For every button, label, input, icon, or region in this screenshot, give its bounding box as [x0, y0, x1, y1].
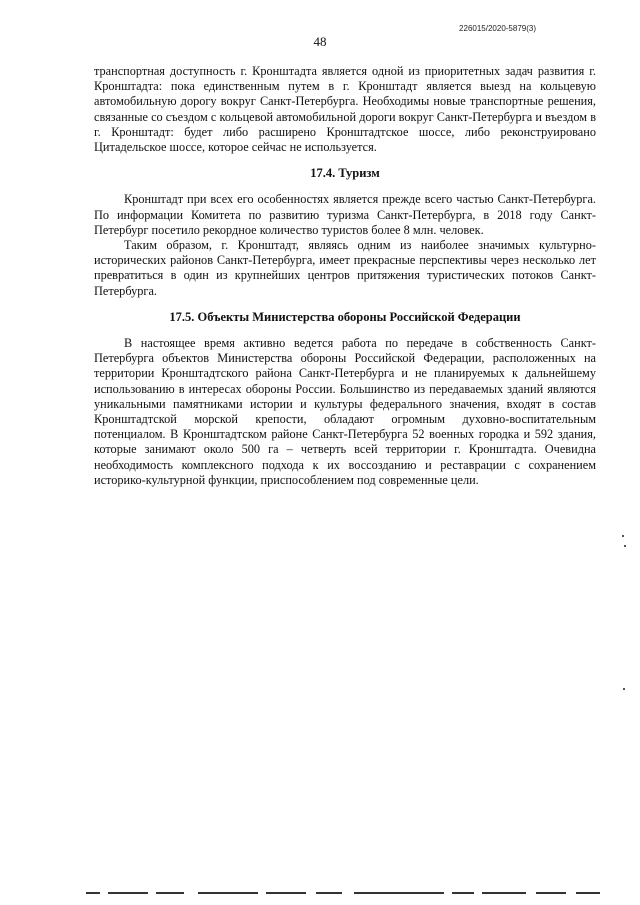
intro-paragraph: транспортная доступность г. Кронштадта является одной из приоритетных задач развития г. Кронштадта: пока единственным путем в г. Кронштадт является выезд на кольцевую автомобильную дорогу вокруг Санкт-Петербурга. Необходимы новые транспортные решения, связанные со съездом с кольцевой автомобильной дороги вокруг Санкт-Петербурга и въездом в г. Кронштадт: будет либо расширено Кронштадтское шоссе, либо реконструировано Цитадельское шоссе, которое сейчас не используется. — [94, 64, 596, 155]
page-number: 48 — [313, 34, 327, 49]
tourism-paragraph-2: Таким образом, г. Кронштадт, являясь одним из наиболее значимых культурно-исторических районов Санкт-Петербурга, имеет прекрасные перспективы через несколько лет превратиться в один из крупнейших центров притяжения туристических потоков Санкт-Петербурга. — [94, 238, 596, 298]
document-body — [94, 64, 596, 488]
defense-paragraph-1: В настоящее время активно ведется работа по передаче в собственность Санкт-Петербурга объектов Министерства обороны Российской Федерации, расположенных на территории Кронштадтского района Санкт-Петербурга и не планируемых к дальнейшему использованию в интересах обороны России. Большинство из передаваемых зданий являются уникальными памятниками истории и культуры федерального значения, входят в состав Кронштадтской морской крепости, обладают огромным духовно-воспитательным потенциалом. В Кронштадтском районе Санкт-Петербурга 52 военных городка и 592 здания, которые занимают около 500 га – четверть всей территории г. Кронштадта. Очевидна необходимость комплексного подхода к их воссозданию и реставрации с сохранением историко-культурной функции, приспособлением под современные цели. — [94, 336, 596, 487]
scan-artifact-line — [86, 889, 606, 897]
section-heading-tourism: 17.4. Туризм — [310, 166, 380, 181]
document-id: 226015/2020-5879(3) — [459, 24, 536, 33]
tourism-paragraph-1: Кронштадт при всех его особенностях является прежде всего частью Санкт-Петербурга. По информации Комитета по развитию туризма Санкт-Петербурга, в 2018 году Санкт-Петербург посетило рекордное количество туристов более 8 млн. человек. — [94, 192, 596, 237]
section-heading-defense: 17.5. Объекты Министерства обороны Российской Федерации — [169, 309, 521, 324]
